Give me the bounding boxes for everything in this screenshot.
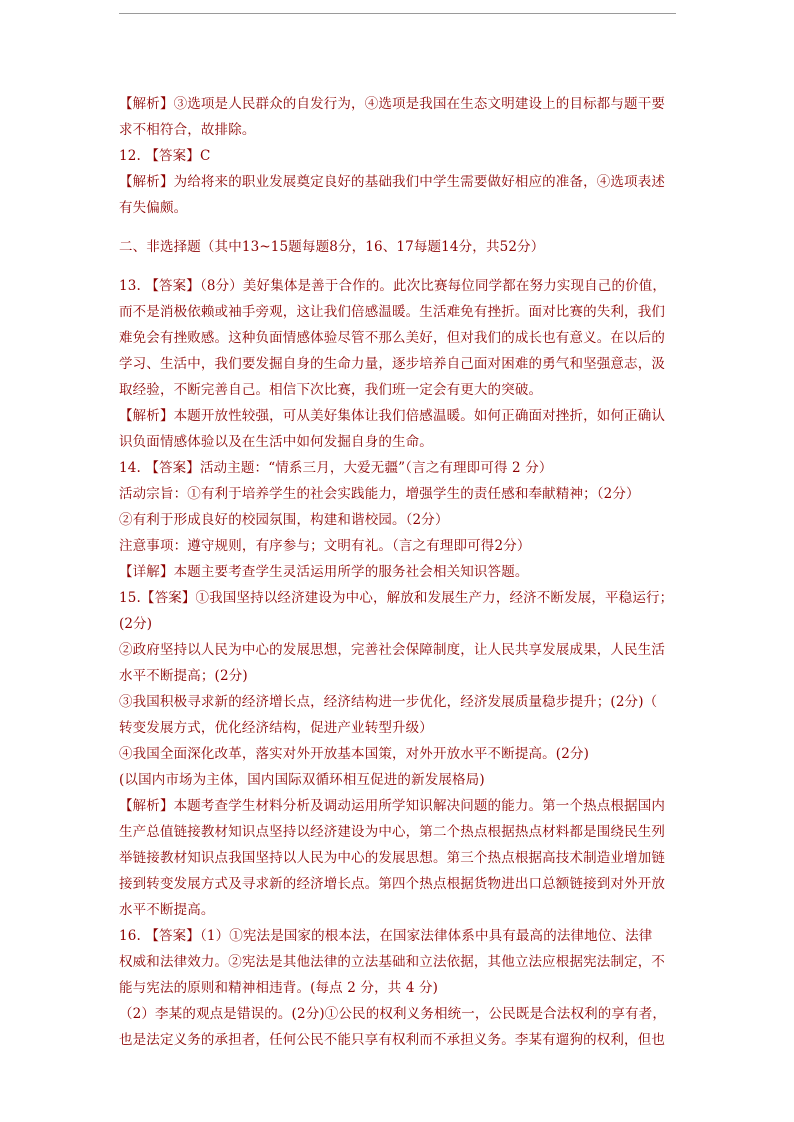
- answer-15-point-3: ③我国积极寻求新的经济增长点，经济结构进一步优化，经济发展质量稳步提升；(2分)（: [119, 694, 658, 710]
- analysis-12-line-1: 【解析】为给将来的职业发展奠定良好的基础我们中学生需要做好相应的准备，④选项表述: [119, 174, 665, 190]
- answer-15-point-2: ②政府坚持以人民为中心的发展思想，完善社会保障制度，让人民共享发展成果，人民生活: [119, 642, 665, 658]
- answer-16-part-2-line-2: 也是法定义务的承担者，任何公民不能只享有权利而不承担义务。李某有遛狗的权利，但也: [119, 1032, 665, 1048]
- analysis-15-line-2: 生产总值链接教材知识点坚持以经济建设为中心，第二个热点根据热点材料都是围绕民生列: [119, 824, 665, 840]
- answer-15-point-1: 15.【答案】①我国坚持以经济建设为中心，解放和发展生产力，经济不断发展，平稳运行；: [119, 590, 674, 606]
- answer-14-purpose-2: ②有利于形成良好的校园氛围，构建和谐校园。（2分）: [119, 512, 449, 528]
- analysis-15-line-1: 【解析】本题考查学生材料分析及调动运用所学知识解决问题的能力。第一个热点根据国内: [119, 798, 665, 814]
- answer-16-line-1: 16. 【答案】（1）①宪法是国家的根本法，在国家法律体系中具有最高的法律地位、法律: [119, 928, 653, 944]
- answer-15-point-1-score: (2分): [119, 616, 153, 632]
- answer-15-point-4: ④我国全面深化改革，落实对外开放基本国策，对外开放水平不断提高。(2分): [119, 746, 590, 762]
- answer-13-line-4: 学习、生活中，我们要发掘自身的生命力量，逐步培养自己面对困难的勇气和坚强意志，汲: [119, 356, 665, 372]
- answer-14-theme: 14. 【答案】活动主题：“情系三月，大爱无疆”（言之有理即可得 2 分）: [119, 460, 553, 476]
- answer-13-line-2: 而不是消极依赖或袖手旁观，这让我们倍感温暖。生活难免有挫折。面对比赛的失利，我们: [119, 304, 665, 320]
- analysis-11-line-2: 求不相符合，故排除。: [119, 122, 256, 138]
- answer-14-purpose-1: 活动宗旨：①有利于培养学生的社会实践能力，增强学生的责任感和奉献精神；（2分）: [119, 486, 640, 502]
- analysis-15-line-5: 水平不断提高。: [119, 902, 215, 918]
- header-rule: [119, 13, 676, 14]
- analysis-15-line-3: 举链接教材知识点我国坚持以人民为中心的发展思想。第三个热点根据高技术制造业增加链: [119, 850, 665, 866]
- analysis-11-line-1: 【解析】③选项是人民群众的自发行为，④选项是我国在生态文明建设上的目标都与题干要: [119, 96, 665, 112]
- detail-14: 【详解】本题主要考查学生灵活运用所学的服务社会相关知识答题。: [119, 564, 529, 580]
- answer-14-notes: 注意事项：遵守规则，有序参与；文明有礼。（言之有理即可得2分）: [119, 538, 531, 554]
- answer-13-line-1: 13. 【答案】（8分）美好集体是善于合作的。此次比赛每位同学都在努力实现自己的价值，: [119, 278, 667, 294]
- analysis-15-line-4: 接到转变发展方式及寻求新的经济增长点。第四个热点根据货物进出口总额链接到对外开放: [119, 876, 665, 892]
- answer-15-note: (以国内市场为主体，国内国际双循环相互促进的新发展格局): [119, 772, 485, 788]
- analysis-13-line-2: 识负面情感体验以及在生活中如何发掘自身的生命。: [119, 434, 433, 450]
- answer-16-line-3: 能与宪法的原则和精神相违背。(每点 2 分，共 4 分): [119, 980, 439, 996]
- answer-16-line-2: 权威和法律效力。②宪法是其他法律的立法基础和立法依据，其他立法应根据宪法制定，不: [119, 954, 665, 970]
- analysis-12-line-2: 有失偏颇。: [119, 200, 188, 216]
- answer-13-line-5: 取经验，不断完善自己。相信下次比赛，我们班一定会有更大的突破。: [119, 382, 543, 398]
- answer-key-body: [119, 91, 679, 1053]
- answer-16-part-2-line-1: （2）李某的观点是错误的。(2分)①公民的权利义务相统一，公民既是合法权利的享有者，: [119, 1006, 667, 1022]
- answer-15-point-2-cont: 水平不断提高；(2分): [119, 668, 248, 684]
- answer-15-point-3-cont: 转变发展方式，优化经济结构，促进产业转型升级）: [119, 720, 433, 736]
- answer-13-line-3: 难免会有挫败感。这种负面情感体验尽管不那么美好，但对我们的成长也有意义。在以后的: [119, 330, 665, 346]
- analysis-13-line-1: 【解析】本题开放性较强，可从美好集体让我们倍感温暖。如何正确面对挫折，如何正确认: [119, 408, 665, 424]
- section-heading-non-choice: 二、非选择题（其中13~15题每题8分，16、17每题14分，共52分）: [119, 239, 545, 255]
- answer-12: 12. 【答案】C: [119, 148, 211, 164]
